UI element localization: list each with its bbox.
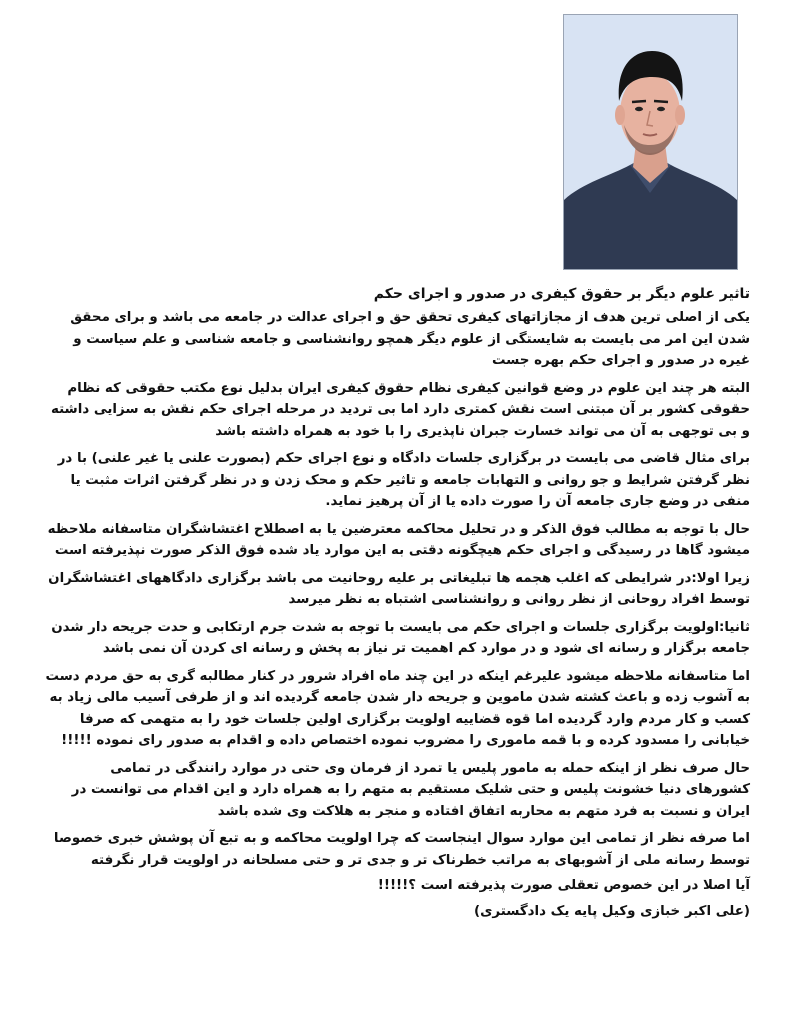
article-title: تاثیر علوم دیگر بر حقوق کیفری در صدور و اجرای حکم: [373, 286, 750, 302]
paragraph-5: زیرا اولا:در شرایطی که اغلب هجمه ها تبلیغاتی بر علیه روحانیت می باشد برگزاری دادگاههای اغتشاشگران توسط افراد روحانی از نظر روانی و روانشناسی اشتباه به نظر میرسد: [48, 570, 750, 607]
author-signature: (علی اکبر خبازی وکیل پایه یک دادگستری): [474, 903, 750, 919]
author-photo: [563, 14, 738, 270]
paragraph-7: اما متاسفانه ملاحظه میشود علیرغم اینکه در این چند ماه افراد شرور در کنار مطالبه گری به حق مردم دست به آشوب زده و باعث کشته شدن ماموین و جریحه دار شدن جامعه گردیده اند و از طرفی آسیب مالی زیاد به کسب و کار مردم وارد گردیده اما قوه قضاییه اولویت برگزاری اولین جلسات خود را به متهمی که صرفا خیابانی را مسدود کرده و با قمه ماموری را مضروب نموده اختصاص داده و اقدام به صدور رای نموده !!!!!: [45, 668, 750, 748]
paragraph-1: یکی از اصلی ترین هدف از مجازاتهای کیفری تحقق حق و اجرای عدالت در جامعه می باشد و برای محقق شدن این امر می بایست به شایستگی از علوم دیگر همچو روانشناسی و جامعه شناسی و علم سیاست و غیره در صدور و اجرای حکم بهره جست: [70, 310, 750, 368]
paragraph-4: حال با توجه به مطالب فوق الذکر و در تحلیل محاکمه معترضین یا به اصطلاح اغتشاشگران متاسفانه ملاحظه میشود گاها در رسیدگی و اجرای حکم هیچگونه دقتی به این موارد یاد شده فوق الذکر صورت نپذیرفته است: [47, 521, 750, 558]
closing-question: آیا اصلا در این خصوص تعقلی صورت پذیرفته است ؟!!!!!: [377, 878, 750, 893]
paragraph-2: البته هر چند این علوم در وضع قوانین کیفری نظام حقوق کیفری ایران بدلیل نوع مکتب حقوقی که نظام حقوقی کشور بر آن مبتنی است نقش کمتری دارد اما بی تردید در مرحله اجرای حکم نقش به سزایی داشته و بی توجهی به آن می تواند خسارت جبران ناپذیری را با خود به همراه داشته باشد: [50, 380, 750, 439]
paragraph-9: اما صرفه نظر از تمامی این موارد سوال اینجاست که چرا اولویت محاکمه و به تبع آن پوشش خبری خصوصا توسط رسانه ملی از آشوبهای به مراتب خطرناک تر و جدی تر و حتی مسلحانه در اولویت قرار نگرفته: [53, 831, 750, 868]
paragraph-6: ثانیا:اولویت برگزاری جلسات و اجرای حکم می بایست با توجه به شدت جرم ارتکابی و حدت جریحه دار شدن جامعه برگزار و رسانه ای شود و در موارد کم اهمیت تر نیاز به پخش و رسانه ای کردن آن نمی باشد: [51, 619, 750, 656]
author-portrait-photo: [564, 15, 737, 269]
paragraph-8: حال صرف نظر از اینکه حمله به مامور پلیس یا تمرد از فرمان وی حتی در موارد رانندگی در تمامی کشورهای دنیا خشونت پلیس و حتی شلیک مستقیم به متهم را به همراه دارد و این اقدام می توانست در ایران و نسبت به فرد متهم به محاربه اتفاق افتاده و منجر به هلاکت وی شده باشد: [71, 760, 750, 819]
paragraph-3: برای مثال قاضی می بایست در برگزاری جلسات دادگاه و نوع اجرای حکم (بصورت علنی یا غیر علنی) با در نظر گرفتن شرایط و جو روانی و التهابات جامعه و تاثیر حکم و محک زدن و در نظر گرفتن اثرات مثبت یا منفی در وضع جاری جامعه آن را صورت داده یا از آن پرهیز نماید.: [57, 451, 750, 509]
article: [44, 283, 750, 922]
